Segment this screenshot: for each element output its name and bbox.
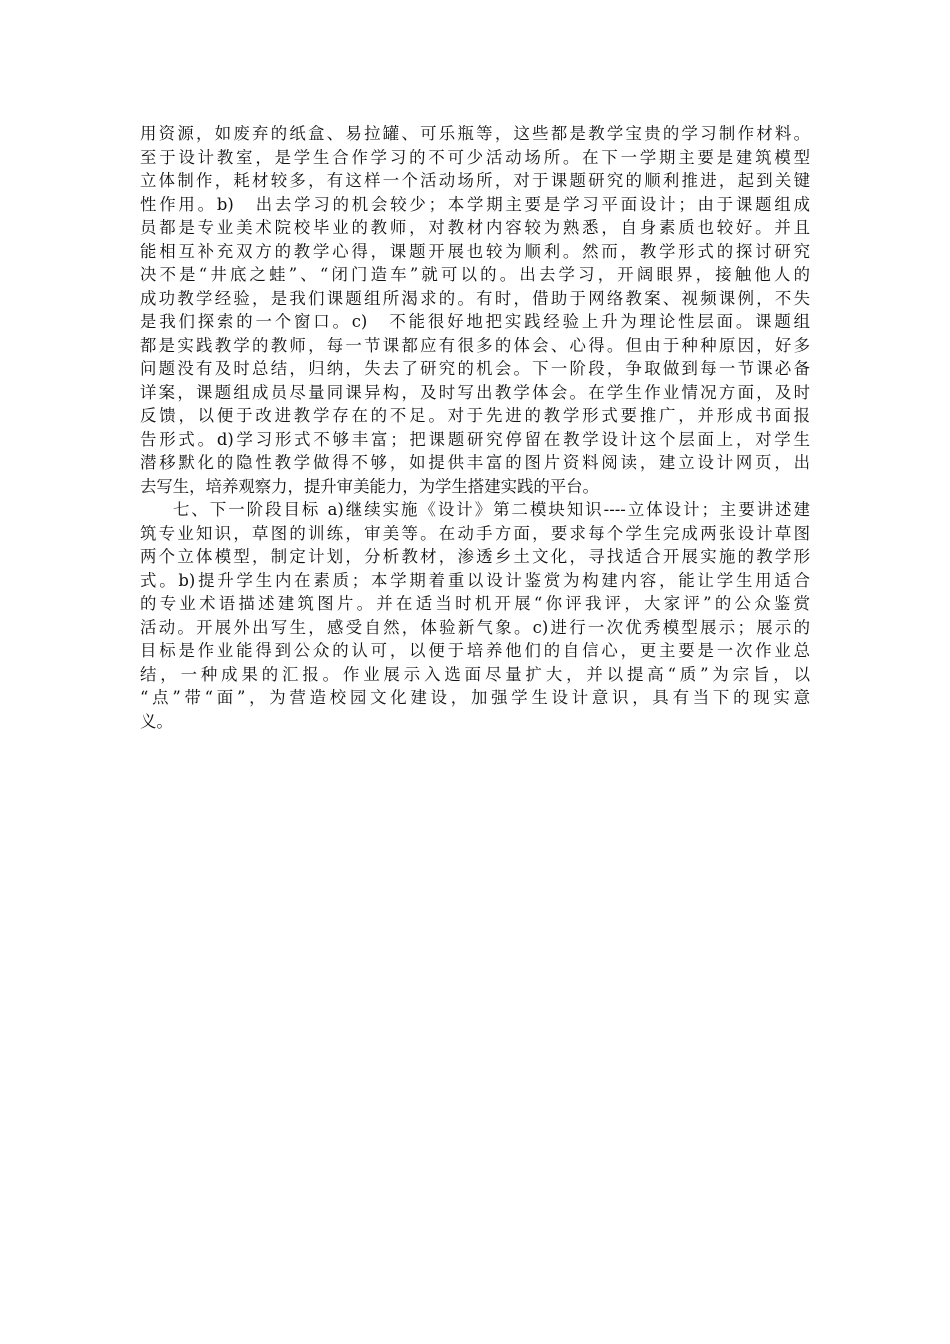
text-line: 详案，课题组成员尽量同课异构，及时写出教学体会。在学生作业情况方面，及时	[140, 382, 810, 402]
text-line: 成功教学经验，是我们课题组所渴求的。有时，借助于网络教案、视频课例，不失	[140, 288, 810, 308]
text-line: 潜移默化的隐性教学做得不够，如提供丰富的图片资料阅读，建立设计网页，出	[140, 453, 810, 472]
text-line: 员都是专业美术院校毕业的教师，对教材内容较为熟悉，自身素质也较好。并且	[140, 218, 810, 237]
text-line: 反馈，以便于改进教学存在的不足。对于先进的教学形式要推广，并形成书面报	[140, 406, 810, 425]
text-line: 告形式。d)学习形式不够丰富；把课题研究停留在教学设计这个层面上，对学生	[140, 429, 810, 449]
text-line: 的专业术语描述建筑图片。并在适当时机开展“你评我评，大家评”的公众鉴赏	[140, 594, 810, 613]
text-line: 决不是“井底之蛙”、“闭门造车”就可以的。出去学习，开阔眼界，接触他人的	[140, 265, 810, 284]
text-line: 是我们探索的一个窗口。c) 不能很好地把实践经验上升为理论性层面。课题组	[140, 312, 810, 331]
text-line: 七、下一阶段目标 a)继续实施《设计》第二模块知识----立体设计；主要讲述建	[173, 500, 810, 519]
text-line: 性作用。b) 出去学习的机会较少；本学期主要是学习平面设计；由于课题组成	[140, 194, 810, 214]
paragraph-2	[140, 498, 810, 733]
text-line: 用资源，如废弃的纸盒、易拉罐、可乐瓶等，这些都是教学宝贵的学习制作材料。	[140, 124, 810, 143]
text-line: “点”带“面”，为营造校园文化建设，加强学生设计意识，具有当下的现实意	[140, 688, 810, 707]
text-line: 筑专业知识，草图的训练，审美等。在动手方面，要求每个学生完成两张设计草图	[140, 523, 810, 543]
paragraph-1	[140, 122, 810, 498]
document-body	[140, 122, 810, 733]
text-line: 活动。开展外出写生，感受自然，体验新气象。c)进行一次优秀模型展示；展示的	[140, 617, 810, 637]
text-line: 结，一种成果的汇报。作业展示入选面尽量扩大，并以提高“质”为宗旨，以	[140, 664, 810, 684]
text-line: 问题没有及时总结，归纳，失去了研究的机会。下一阶段，争取做到每一节课必备	[140, 359, 810, 378]
text-line: 能相互补充双方的教学心得，课题开展也较为顺利。然而，教学形式的探讨研究	[140, 241, 810, 261]
text-line: 立体制作，耗材较多，有这样一个活动场所，对于课题研究的顺利推进，起到关键	[140, 171, 810, 190]
text-line: 式。b)提升学生内在素质；本学期着重以设计鉴赏为构建内容，能让学生用适合	[140, 570, 810, 590]
text-line: 目标是作业能得到公众的认可，以便于培养他们的自信心，更主要是一次作业总	[140, 641, 810, 660]
text-line: 都是实践教学的教师，每一节课都应有很多的体会、心得。但由于种种原因，好多	[140, 335, 810, 355]
text-line: 义。	[140, 711, 173, 731]
text-line: 两个立体模型，制定计划，分析教材，渗透乡土文化，寻找适合开展实施的教学形	[140, 547, 810, 566]
text-line: 去写生，培养观察力，提升审美能力，为学生搭建实践的平台。	[140, 476, 599, 496]
text-line: 至于设计教室，是学生合作学习的不可少活动场所。在下一学期主要是建筑模型	[140, 147, 810, 167]
